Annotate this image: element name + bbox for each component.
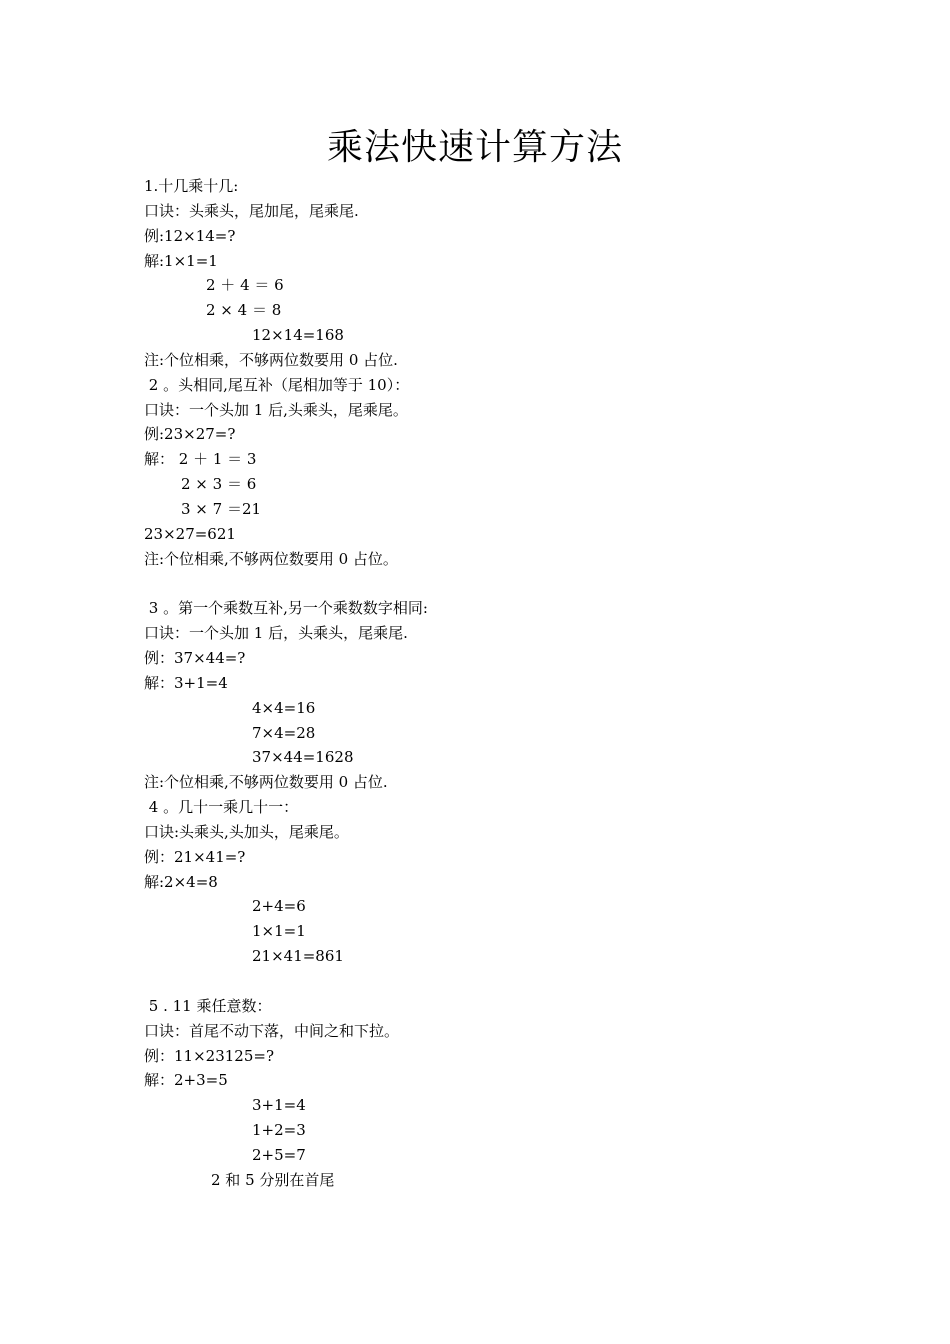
text-line: 2 × 3 ＝ 6 (181, 475, 257, 494)
text-line: 口诀：一个头加 1 后,头乘头，尾乘尾。 (144, 400, 408, 419)
document-body (144, 174, 844, 1193)
text-line: 5 . 11 乘任意数： (144, 996, 272, 1015)
page-title: 乘法快速计算方法 (326, 127, 623, 168)
text-line: 2+5=7 (252, 1145, 306, 1164)
text-line: 2 × 4 ＝ 8 (206, 301, 282, 320)
text-line: 例:23×27=? (144, 425, 236, 444)
text-line: 3+1=4 (252, 1096, 306, 1115)
text-line: 解:2×4=8 (144, 872, 218, 891)
text-line: 注:个位相乘,不够两位数要用 0 占位。 (144, 549, 398, 568)
text-line: 2 ＋ 4 ＝ 6 (206, 276, 284, 295)
text-line: 解:1×1=1 (144, 251, 218, 270)
text-line: 例：37×44=? (144, 649, 246, 668)
text-line: 3 。第一个乘数互补,另一个乘数数字相同: (144, 599, 428, 618)
text-line: 4 。几十一乘几十一： (144, 798, 299, 817)
text-line: 例：11×23125=? (144, 1046, 274, 1065)
text-line: 12×14=168 (252, 326, 344, 345)
text-line: 7×4=28 (252, 723, 316, 742)
text-line: 2 和 5 分别在首尾 (211, 1170, 335, 1189)
text-line: 注:个位相乘，不够两位数要用 0 占位. (144, 350, 398, 369)
text-line: 21×41=861 (252, 947, 344, 966)
text-line: 口诀：一个头加 1 后，头乘头，尾乘尾. (144, 624, 408, 643)
text-line: 解：3+1=4 (144, 673, 228, 692)
text-line: 解：2+3=5 (144, 1071, 228, 1090)
text-line: 注:个位相乘,不够两位数要用 0 占位. (144, 773, 388, 792)
text-line: 口诀：头乘头，尾加尾，尾乘尾. (144, 201, 359, 220)
text-line: 23×27=621 (144, 524, 236, 543)
text-line: 1+2=3 (252, 1121, 306, 1140)
text-line: 例：21×41=? (144, 847, 246, 866)
text-line: 4×4=16 (252, 698, 316, 717)
text-line: 1×1=1 (252, 922, 306, 941)
text-line: 解： 2 ＋ 1 ＝ 3 (144, 450, 257, 469)
text-line: 例:12×14=? (144, 226, 236, 245)
text-line: 口诀：首尾不动下落，中间之和下拉。 (144, 1021, 400, 1040)
text-line: 2+4=6 (252, 897, 306, 916)
text-line (144, 969, 844, 994)
text-line: 37×44=1628 (252, 748, 354, 767)
text-line: 口诀:头乘头,头加头，尾乘尾。 (144, 822, 349, 841)
text-line: 3 × 7 ＝21 (181, 499, 262, 518)
text-line: 1.十几乘十几: (144, 177, 239, 195)
text-line: 2 。头相同,尾互补（尾相加等于 10）： (144, 375, 410, 394)
text-line (144, 572, 844, 597)
